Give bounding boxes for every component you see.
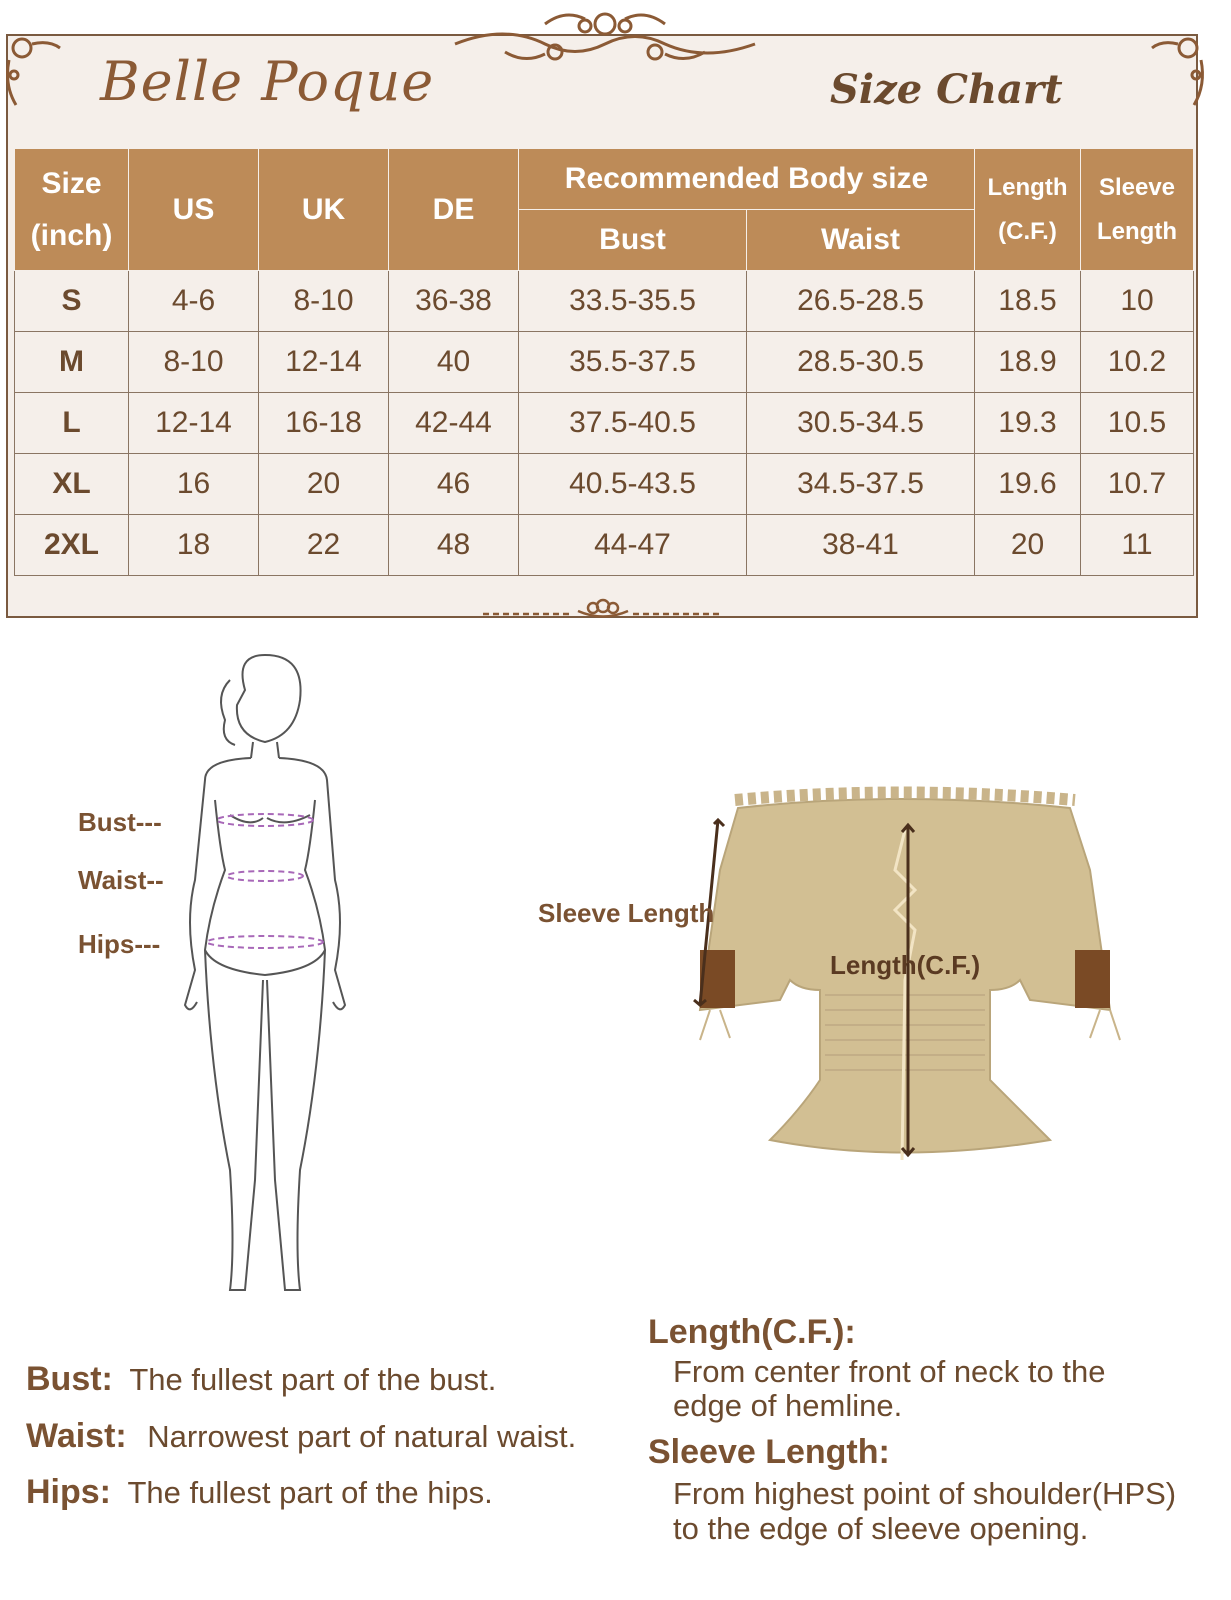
table-cell: 26.5-28.5 <box>747 271 975 332</box>
waist-label: Waist-- <box>78 865 164 895</box>
table-cell: 40 <box>389 332 519 393</box>
table-cell: 40.5-43.5 <box>519 454 747 515</box>
table-cell: 12-14 <box>129 393 259 454</box>
size-header-line1: Size <box>41 166 102 200</box>
waist-header: Waist <box>747 210 975 271</box>
size-header-line2: (inch) <box>30 218 113 252</box>
bust-text: The fullest part of the bust. <box>129 1362 497 1397</box>
table-cell: 8-10 <box>129 332 259 393</box>
sleeve-header <box>1081 149 1194 271</box>
table-row <box>15 271 1194 332</box>
table-cell: 4-6 <box>129 271 259 332</box>
table-cell: 35.5-37.5 <box>519 332 747 393</box>
table-cell: 16-18 <box>259 393 389 454</box>
size-cell: L <box>15 393 129 454</box>
chart-title: Size Chart <box>830 66 1063 113</box>
uk-header: UK <box>259 149 389 271</box>
table-row <box>15 393 1194 454</box>
bottom-divider-ornament <box>478 596 728 626</box>
us-header: US <box>129 149 259 271</box>
table-cell: 11 <box>1081 515 1194 576</box>
hips-label: Hips--- <box>78 929 161 959</box>
table-cell: 19.3 <box>975 393 1081 454</box>
sleeve-header-line2: Length <box>1097 217 1177 245</box>
table-row <box>15 515 1194 576</box>
bust-header: Bust <box>519 210 747 271</box>
table-cell: 18.9 <box>975 332 1081 393</box>
hips-definition <box>26 1473 493 1512</box>
table-cell: 30.5-34.5 <box>747 393 975 454</box>
hips-term: Hips: <box>26 1473 111 1511</box>
size-cell: S <box>15 271 129 332</box>
size-cell: XL <box>15 454 129 515</box>
sleeve-term: Sleeve Length: <box>648 1433 890 1471</box>
hips-text: The fullest part of the hips. <box>127 1475 493 1510</box>
table-cell: 28.5-30.5 <box>747 332 975 393</box>
table-cell: 22 <box>259 515 389 576</box>
table-cell: 34.5-37.5 <box>747 454 975 515</box>
length-header-line2: (C.F.) <box>998 217 1057 245</box>
length-header <box>975 149 1081 271</box>
sleeve-text-line2: to the edge of sleeve opening. <box>673 1511 1089 1546</box>
length-header-line1: Length <box>987 173 1068 201</box>
table-cell: 48 <box>389 515 519 576</box>
table-cell: 10 <box>1081 271 1194 332</box>
body-figure-illustration <box>175 650 355 1300</box>
table-cell: 20 <box>975 515 1081 576</box>
table-cell: 38-41 <box>747 515 975 576</box>
table-cell: 10.2 <box>1081 332 1194 393</box>
table-cell: 44-47 <box>519 515 747 576</box>
brand-logo: Belle Poque <box>100 50 435 113</box>
table-cell: 42-44 <box>389 393 519 454</box>
table-cell: 8-10 <box>259 271 389 332</box>
table-cell: 36-38 <box>389 271 519 332</box>
table-cell: 12-14 <box>259 332 389 393</box>
table-cell: 10.5 <box>1081 393 1194 454</box>
length-text-line1: From center front of neck to the <box>673 1354 1106 1389</box>
de-header: DE <box>389 149 519 271</box>
table-row <box>15 454 1194 515</box>
bust-term: Bust: <box>26 1360 113 1398</box>
body-size-header: Recommended Body size <box>519 149 975 210</box>
table-cell: 33.5-35.5 <box>519 271 747 332</box>
table-cell: 19.6 <box>975 454 1081 515</box>
garment-length-label: Length(C.F.) <box>830 950 981 980</box>
sleeve-header-line1: Sleeve <box>1098 173 1176 201</box>
sleeve-text-line1: From highest point of shoulder(HPS) <box>673 1476 1177 1511</box>
waist-text: Narrowest part of natural waist. <box>147 1419 577 1454</box>
table-cell: 46 <box>389 454 519 515</box>
bust-label: Bust--- <box>78 807 162 837</box>
garment-sleeve-label: Sleeve Length <box>538 898 715 928</box>
table-cell: 37.5-40.5 <box>519 393 747 454</box>
size-header <box>15 149 129 271</box>
right-corner-ornament <box>1148 30 1208 110</box>
size-table <box>14 148 1194 576</box>
table-cell: 18.5 <box>975 271 1081 332</box>
left-corner-ornament <box>4 30 64 110</box>
size-cell: 2XL <box>15 515 129 576</box>
table-cell: 16 <box>129 454 259 515</box>
waist-definition <box>26 1417 576 1456</box>
top-flourish-ornament <box>445 4 765 74</box>
table-row <box>15 332 1194 393</box>
bust-definition <box>26 1360 496 1399</box>
table-cell: 18 <box>129 515 259 576</box>
table-cell: 10.7 <box>1081 454 1194 515</box>
size-cell: M <box>15 332 129 393</box>
length-text-line2: edge of hemline. <box>673 1388 903 1423</box>
length-term: Length(C.F.): <box>648 1313 856 1351</box>
waist-term: Waist: <box>26 1417 127 1455</box>
table-cell: 20 <box>259 454 389 515</box>
